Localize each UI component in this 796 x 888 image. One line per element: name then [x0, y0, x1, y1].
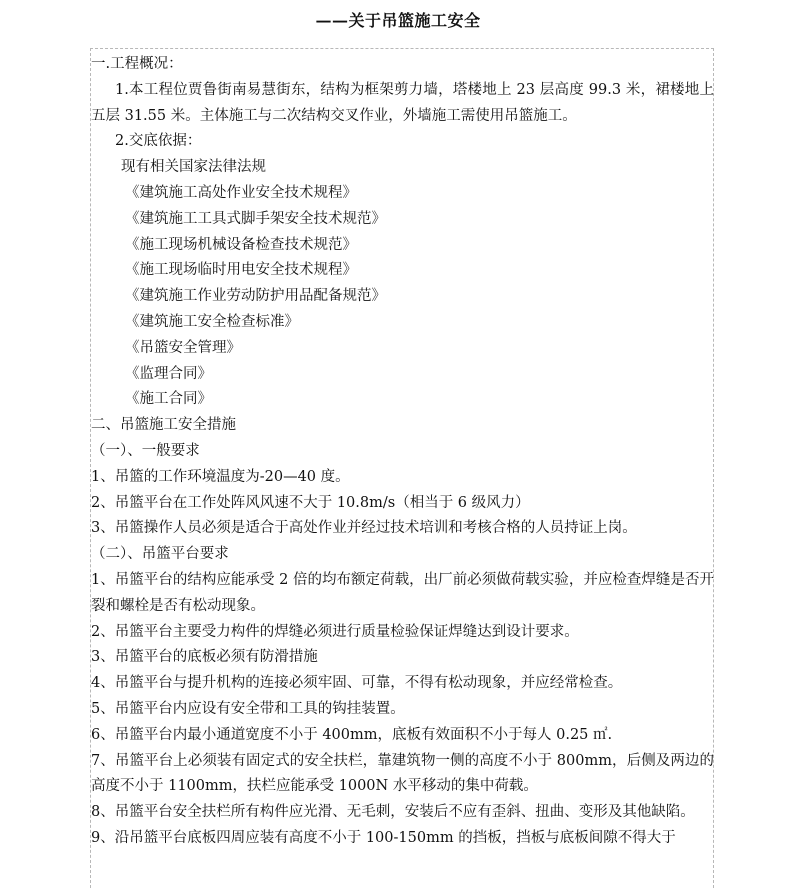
requirement-item: 1、吊篮的工作环境温度为-20—40 度。	[91, 468, 350, 485]
requirement-item: 1、吊篮平台的结构应能承受 2 倍的均布额定荷载，出厂前必须做荷载实验，并应检查焊缝是否开裂和螺栓是否有松动现象。	[91, 571, 714, 614]
requirement-item: 7、吊篮平台上必须装有固定式的安全扶栏，靠建筑物一侧的高度不小于 800mm，后侧及两边的高度不小于 1100mm，扶栏应能承受 1000N 水平移动的集中荷载。	[91, 752, 714, 795]
subsection-heading: （一）、一般要求	[91, 442, 200, 459]
basis-item: 《吊篮安全管理》	[125, 339, 241, 356]
basis-item: 《施工合同》	[125, 391, 212, 408]
requirement-item: 3、吊篮平台的底板必须有防滑措施	[91, 649, 318, 666]
basis-item: 《建筑施工高处作业安全技术规程》	[125, 184, 357, 201]
requirement-item: 2、吊篮平台在工作处阵风风速不大于 10.8m/s（相当于 6 级风力）	[91, 494, 530, 511]
section-heading-measures: 二、吊篮施工安全措施	[91, 417, 236, 434]
requirement-item: 2、吊篮平台主要受力构件的焊缝必须进行质量检验保证焊缝达到设计要求。	[91, 623, 579, 640]
basis-item: 《建筑施工工具式脚手架安全技术规范》	[125, 210, 386, 227]
requirement-item: 8、吊篮平台安全扶栏所有构件应光滑、无毛刺，安装后不应有歪斜、扭曲、变形及其他缺陷。	[91, 804, 695, 821]
subsection-heading: （二）、吊篮平台要求	[91, 546, 229, 563]
page-title: ——关于吊篮施工安全	[315, 11, 481, 30]
requirement-item: 6、吊篮平台内最小通道宽度不小于 400mm，底板有效面积不小于每人 0.25 ㎡.	[91, 726, 613, 743]
basis-item: 《施工现场临时用电安全技术规程》	[125, 262, 357, 279]
requirement-item: 3、吊篮操作人员必须是适合于高处作业并经过技术培训和考核合格的人员持证上岗。	[91, 520, 637, 537]
basis-item: 《监理合同》	[125, 365, 212, 382]
requirement-item: 9、沿吊篮平台底板四周应装有高度不小于 100-150mm 的挡板，挡板与底板间隙不得大于	[91, 829, 676, 846]
document-body	[91, 52, 714, 852]
basis-item: 《建筑施工作业劳动防护用品配备规范》	[125, 288, 386, 305]
section-heading-overview: 一.工程概况：	[91, 56, 183, 72]
basis-item: 《建筑施工安全检查标准》	[125, 313, 299, 330]
basis-heading: 2.交底依据：	[115, 133, 202, 150]
requirement-item: 4、吊篮平台与提升机构的连接必须牢固、可靠，不得有松动现象，并应经常检查。	[91, 675, 623, 692]
requirement-item: 5、吊篮平台内应设有安全带和工具的钩挂装置。	[91, 700, 405, 717]
basis-item: 现有相关国家法律法规	[121, 159, 266, 176]
overview-paragraph: 1.本工程位贾鲁街南易慧街东，结构为框架剪力墙，塔楼地上 23 层高度 99.3 米，裙楼地上五层 31.55 米。主体施工与二次结构交叉作业，外墙施工需使用吊篮施工。	[91, 81, 714, 124]
basis-item: 《施工现场机械设备检查技术规范》	[125, 236, 357, 253]
